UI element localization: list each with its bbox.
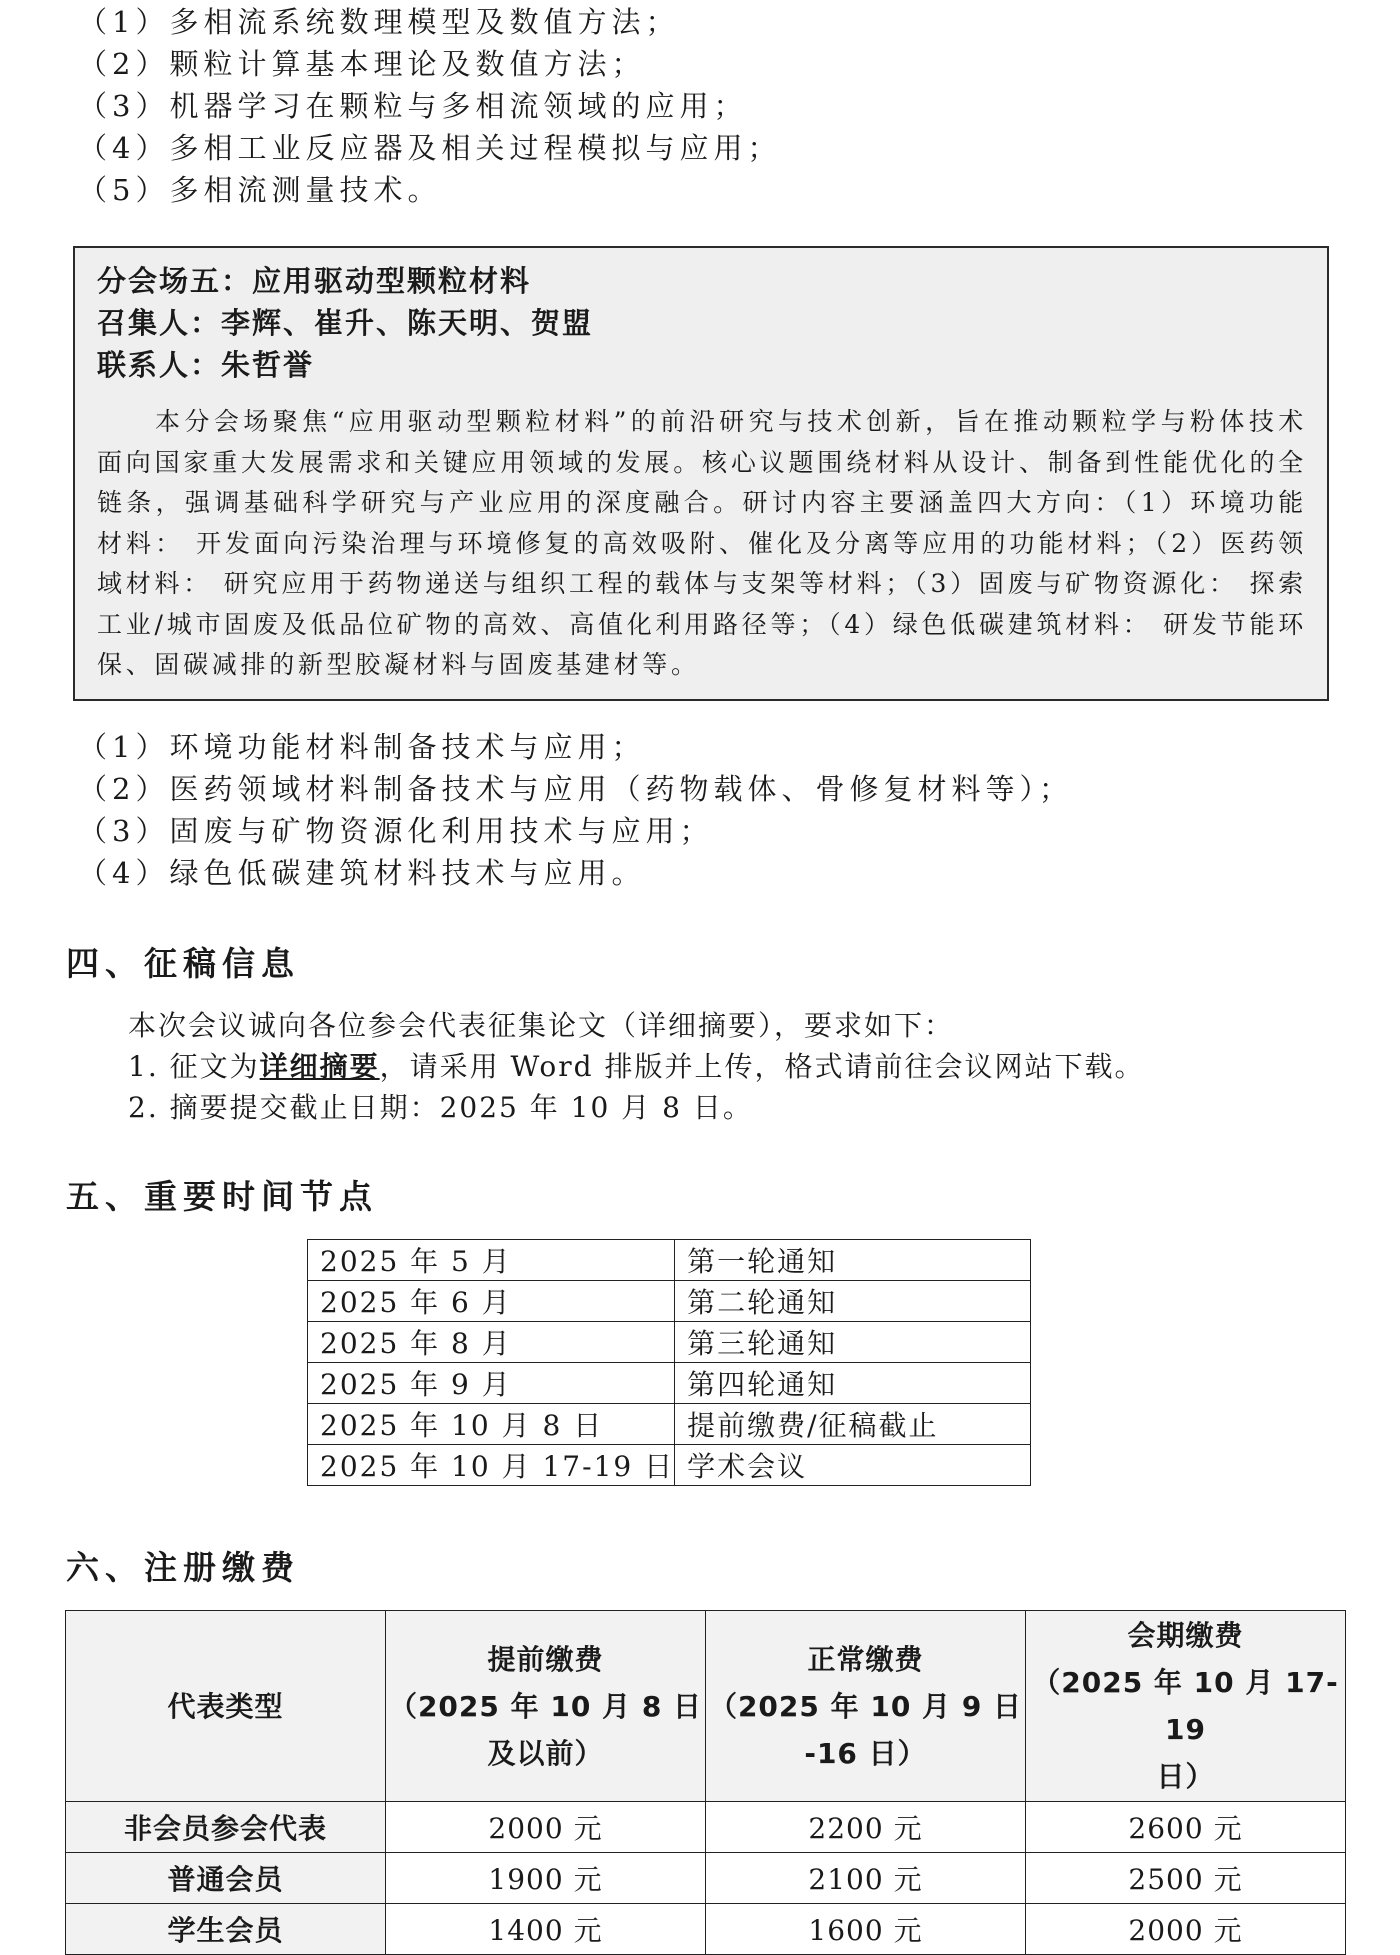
- header-line: 会期缴费: [1127, 1619, 1244, 1652]
- table-header-row: [66, 1611, 1346, 1802]
- attendee-type: 学生会员: [66, 1904, 386, 1955]
- header-line: （2025 年 10 月 17-19: [1032, 1666, 1339, 1746]
- timeline-event: 第一轮通知: [675, 1240, 1031, 1281]
- fee-normal: 2100 元: [706, 1853, 1026, 1904]
- header-onsite-fee: [1026, 1611, 1346, 1802]
- fee-early: 1900 元: [386, 1853, 706, 1904]
- session-description: 本分会场聚焦“应用驱动型颗粒材料”的前沿研究与技术创新，旨在推动颗粒学与粉体技术面向国家重大发展需求和关键应用领域的发展。核心议题围绕材料从设计、制备到性能优化的全链条，强调基础科学研究与产业应用的深度融合。研讨内容主要涵盖四大方向：（1）环境功能材料： 开发面向污染治理与环境修复的高效吸附、催化及分离等应用的功能材料；（2）医药领域材料： 研究应用于药物递送与组织工程的载体与支架等材料；（3）固废与矿物资源化： 探索工业/城市固废及低品位矿物的高效、高值化利用路径等；（4）绿色低碳建筑材料： 研发节能环保、固碳减排的新型胶凝材料与固废基建材等。: [97, 407, 1307, 679]
- cfp-item-1-prefix: 1. 征文为: [128, 1050, 260, 1083]
- timeline-date: 2025 年 6 月: [308, 1281, 675, 1322]
- fee-early: 1400 元: [386, 1904, 706, 1955]
- timeline-table: [307, 1239, 1031, 1486]
- fee-early: 2000 元: [386, 1802, 706, 1853]
- section-heading-call-for-papers: 四、征稿信息: [66, 944, 300, 983]
- header-line: 正常缴费: [807, 1642, 924, 1676]
- list-item: （1）多相流系统数理模型及数值方法；: [78, 5, 680, 39]
- timeline-event: 第二轮通知: [675, 1281, 1031, 1322]
- timeline-event: 学术会议: [675, 1445, 1031, 1486]
- timeline-date: 2025 年 9 月: [308, 1363, 675, 1404]
- fee-normal: 2200 元: [706, 1802, 1026, 1853]
- table-row: [66, 1904, 1346, 1955]
- timeline-date: 2025 年 5 月: [308, 1240, 675, 1281]
- timeline-event: 提前缴费/征稿截止: [675, 1404, 1031, 1445]
- timeline-date: 2025 年 10 月 17-19 日: [308, 1445, 675, 1486]
- header-line: 日）: [1156, 1760, 1215, 1793]
- header-line: -16 日）: [804, 1736, 927, 1770]
- timeline-event: 第四轮通知: [675, 1363, 1031, 1404]
- table-row: [308, 1404, 1031, 1445]
- timeline-event: 第三轮通知: [675, 1322, 1031, 1363]
- header-line: 提前缴费: [487, 1642, 604, 1676]
- session-conveners: 召集人：李辉、崔升、陈天明、贺盟: [97, 306, 594, 340]
- cfp-item-1: [128, 1046, 1145, 1087]
- table-row: [308, 1363, 1031, 1404]
- table-row: [308, 1240, 1031, 1281]
- list-item: （4）多相工业反应器及相关过程模拟与应用；: [78, 131, 782, 165]
- timeline-date: 2025 年 8 月: [308, 1322, 675, 1363]
- fee-onsite: 2600 元: [1026, 1802, 1346, 1853]
- session-contact: 联系人：朱哲誉: [97, 348, 315, 382]
- cfp-item-2: 2. 摘要提交截止日期：2025 年 10 月 8 日。: [128, 1091, 753, 1124]
- list-item: （3）机器学习在颗粒与多相流领域的应用；: [78, 89, 748, 123]
- header-early-fee: [386, 1611, 706, 1802]
- header-type: 代表类型: [66, 1611, 386, 1802]
- list-item: （5）多相流测量技术。: [78, 173, 442, 207]
- header-line: 及以前）: [487, 1736, 604, 1770]
- fee-onsite: 2000 元: [1026, 1904, 1346, 1955]
- section-heading-timeline: 五、重要时间节点: [66, 1177, 378, 1216]
- list-item: （1）环境功能材料制备技术与应用；: [78, 730, 646, 764]
- cfp-item-1-emphasis: 详细摘要: [259, 1050, 380, 1083]
- table-row: [66, 1802, 1346, 1853]
- fee-onsite: 2500 元: [1026, 1853, 1346, 1904]
- attendee-type: 普通会员: [66, 1853, 386, 1904]
- registration-fee-table: [65, 1610, 1346, 1955]
- cfp-item-1-suffix: ，请采用 Word 排版并上传，格式请前往会议网站下载。: [379, 1050, 1145, 1083]
- table-row: [66, 1853, 1346, 1904]
- session-five-box: [73, 246, 1329, 701]
- table-row: [308, 1322, 1031, 1363]
- table-row: [308, 1445, 1031, 1486]
- list-item: （4）绿色低碳建筑材料技术与应用。: [78, 856, 646, 890]
- list-item: （2）颗粒计算基本理论及数值方法；: [78, 47, 646, 81]
- topic-list-materials: [78, 726, 1073, 894]
- session-title: 分会场五：应用驱动型颗粒材料: [97, 264, 532, 298]
- attendee-type: 非会员参会代表: [66, 1802, 386, 1853]
- section-heading-registration: 六、注册缴费: [66, 1548, 300, 1587]
- cfp-intro: 本次会议诚向各位参会代表征集论文（详细摘要），要求如下：: [128, 1009, 955, 1042]
- list-item: （3）固废与矿物资源化利用技术与应用；: [78, 814, 714, 848]
- timeline-date: 2025 年 10 月 8 日: [308, 1404, 675, 1445]
- table-row: [308, 1281, 1031, 1322]
- header-line: （2025 年 10 月 8 日: [388, 1689, 703, 1723]
- header-normal-fee: [706, 1611, 1026, 1802]
- fee-normal: 1600 元: [706, 1904, 1026, 1955]
- topic-list-multiphase: [78, 1, 781, 211]
- list-item: （2）医药领域材料制备技术与应用（药物载体、骨修复材料等）；: [78, 772, 1073, 806]
- header-line: （2025 年 10 月 9 日: [708, 1689, 1023, 1723]
